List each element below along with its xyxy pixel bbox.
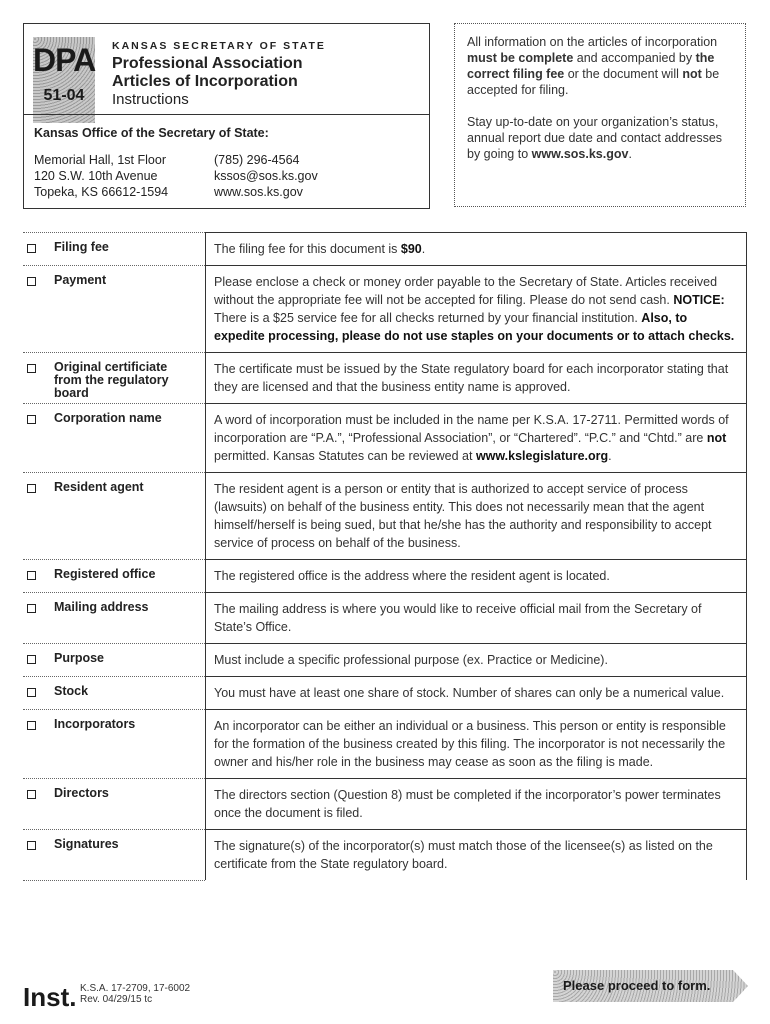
checklist-item — [23, 403, 205, 472]
website-link[interactable]: www.sos.ks.gov — [214, 185, 303, 199]
checklist-description: The resident agent is a person or entity that is authorized to accept service of process (lawsuits) on behalf of the business entity. This does not necessarily mean that the agent himself/herself is being sued, but that he/she has the authority and responsibility to accept service of process on behalf of the business. — [205, 472, 747, 559]
checklist-item — [23, 592, 205, 643]
phone: (785) 296-4564 — [214, 153, 300, 167]
email-link[interactable]: kssos@sos.ks.gov — [214, 169, 318, 183]
checklist-item — [23, 643, 205, 676]
checklist-item — [23, 709, 205, 778]
checklist-item — [23, 559, 205, 592]
checklist-description: The directors section (Question 8) must be completed if the incorporator’s power terminates once the document is filed. — [205, 778, 747, 829]
inst-label: Inst. — [23, 982, 77, 1012]
checklist-label: Registered office — [54, 567, 156, 581]
info-paragraph-2: Stay up-to-date on your organization’s status, annual report due date and contact addresses by going to www.sos.ks.gov. — [467, 115, 723, 161]
checklist-description: The mailing address is where you would like to receive official mail from the Secretary of State’s Office. — [205, 592, 747, 643]
address-line: Topeka, KS 66612-1594 — [34, 185, 169, 199]
checklist-row — [23, 709, 747, 778]
checklist-label: Resident agent — [54, 480, 144, 494]
checkbox[interactable] — [27, 571, 36, 580]
checklist-item — [23, 676, 205, 709]
checklist-row — [23, 559, 747, 592]
checklist-item — [23, 265, 205, 352]
checkbox[interactable] — [27, 841, 36, 850]
checklist-label: Incorporators — [54, 717, 136, 731]
checklist-item — [23, 232, 205, 265]
title-line1: Professional Association — [112, 55, 303, 72]
checkbox[interactable] — [27, 688, 36, 697]
checklist-row — [23, 829, 747, 880]
form-badge — [33, 37, 95, 123]
title-line2: Articles of Incorporation — [112, 73, 298, 90]
office-heading: Kansas Office of the Secretary of State: — [34, 126, 269, 140]
address-line: 120 S.W. 10th Avenue — [34, 169, 158, 183]
checklist-row — [23, 352, 747, 403]
agency-name: KANSAS SECRETARY OF STATE — [112, 40, 326, 52]
divider — [23, 880, 205, 881]
checklist-label: Payment — [54, 273, 107, 287]
proceed-label: Please proceed to form. — [563, 978, 711, 993]
badge-code: DPA — [33, 42, 96, 78]
statute-reference: K.S.A. 17-2709, 17-6002 Rev. 04/29/15 tc — [80, 983, 191, 1005]
website-link[interactable]: www.sos.ks.gov — [531, 147, 629, 161]
checklist-row — [23, 403, 747, 472]
office-contact — [214, 152, 318, 200]
checklist-description: You must have at least one share of stock. Number of shares can only be a numerical value. — [205, 676, 747, 709]
checklist-row — [23, 643, 747, 676]
checklist-label: Signatures — [54, 837, 119, 851]
office-address — [34, 152, 168, 200]
info-box — [454, 23, 746, 207]
checklist-description: The signature(s) of the incorporator(s) must match those of the licensee(s) as listed on the certificate from the State regulatory board. — [205, 829, 747, 880]
proceed-to-form-button[interactable] — [553, 970, 748, 1002]
checklist-description: An incorporator can be either an individual or a business. This person or entity is responsible for the formation of the business created by this filing. The incorporator is not necessarily the owner and his/her role in the business may cease as soon as the filing is made. — [205, 709, 747, 778]
checkbox[interactable] — [27, 721, 36, 730]
checklist-table — [23, 232, 747, 881]
checklist-row — [23, 472, 747, 559]
checklist-label: Purpose — [54, 651, 105, 665]
checklist-label: Original certificiate from the regulatory board — [54, 360, 169, 400]
checkbox[interactable] — [27, 484, 36, 493]
checkbox[interactable] — [27, 790, 36, 799]
checklist-description: The certificate must be issued by the State regulatory board for each incorporator stating that they are licensed and that the business entity name is approved. — [205, 352, 747, 403]
checkbox[interactable] — [27, 277, 36, 286]
checklist-label: Directors — [54, 786, 109, 800]
checklist-label: Mailing address — [54, 600, 149, 614]
checkbox[interactable] — [27, 604, 36, 613]
checklist-row — [23, 592, 747, 643]
checkbox[interactable] — [27, 364, 36, 373]
checklist-row — [23, 265, 747, 352]
checklist-description: The registered office is the address where the resident agent is located. — [205, 559, 747, 592]
checklist-item — [23, 352, 205, 403]
checklist-item — [23, 829, 205, 880]
checklist-description: A word of incorporation must be included in the name per K.S.A. 17-2711. Permitted words of incorporation are “P.A.”, “Professional Association”, or “Chartered”. “P.C.” and “Chtd.” are not permitted. Kansas Statutes can be reviewed at www.kslegislature.org. — [205, 403, 747, 472]
checklist-description: Please enclose a check or money order payable to the Secretary of State. Articles received without the appropriate fee will not be accepted for filing. Please do not send cash. NOTICE: There is a $25 service fee for all checks returned by your financial institution. Also, to expedite processing, please do not use staples on your documents or to attach checks. — [205, 265, 747, 352]
checklist-label: Filing fee — [54, 240, 109, 254]
checklist-row — [23, 778, 747, 829]
checklist-row — [23, 676, 747, 709]
checkbox[interactable] — [27, 655, 36, 664]
checklist-label: Stock — [54, 684, 89, 698]
checklist-description: Must include a specific professional purpose (ex. Practice or Medicine). — [205, 643, 747, 676]
checklist-row — [23, 232, 747, 265]
checkbox[interactable] — [27, 244, 36, 253]
header-box — [23, 23, 430, 209]
divider — [24, 114, 429, 115]
checkbox[interactable] — [27, 415, 36, 424]
address-line: Memorial Hall, 1st Floor — [34, 153, 166, 167]
checklist-item — [23, 472, 205, 559]
checklist-item — [23, 778, 205, 829]
subtitle: Instructions — [112, 91, 189, 108]
checklist-description: The filing fee for this document is $90. — [205, 232, 747, 265]
info-paragraph-1: All information on the articles of incorporation must be complete and accompanied by the correct filing fee or the document will not be accepted for filing. — [467, 35, 720, 97]
badge-number: 51-04 — [43, 87, 85, 104]
checklist-label: Corporation name — [54, 411, 162, 425]
